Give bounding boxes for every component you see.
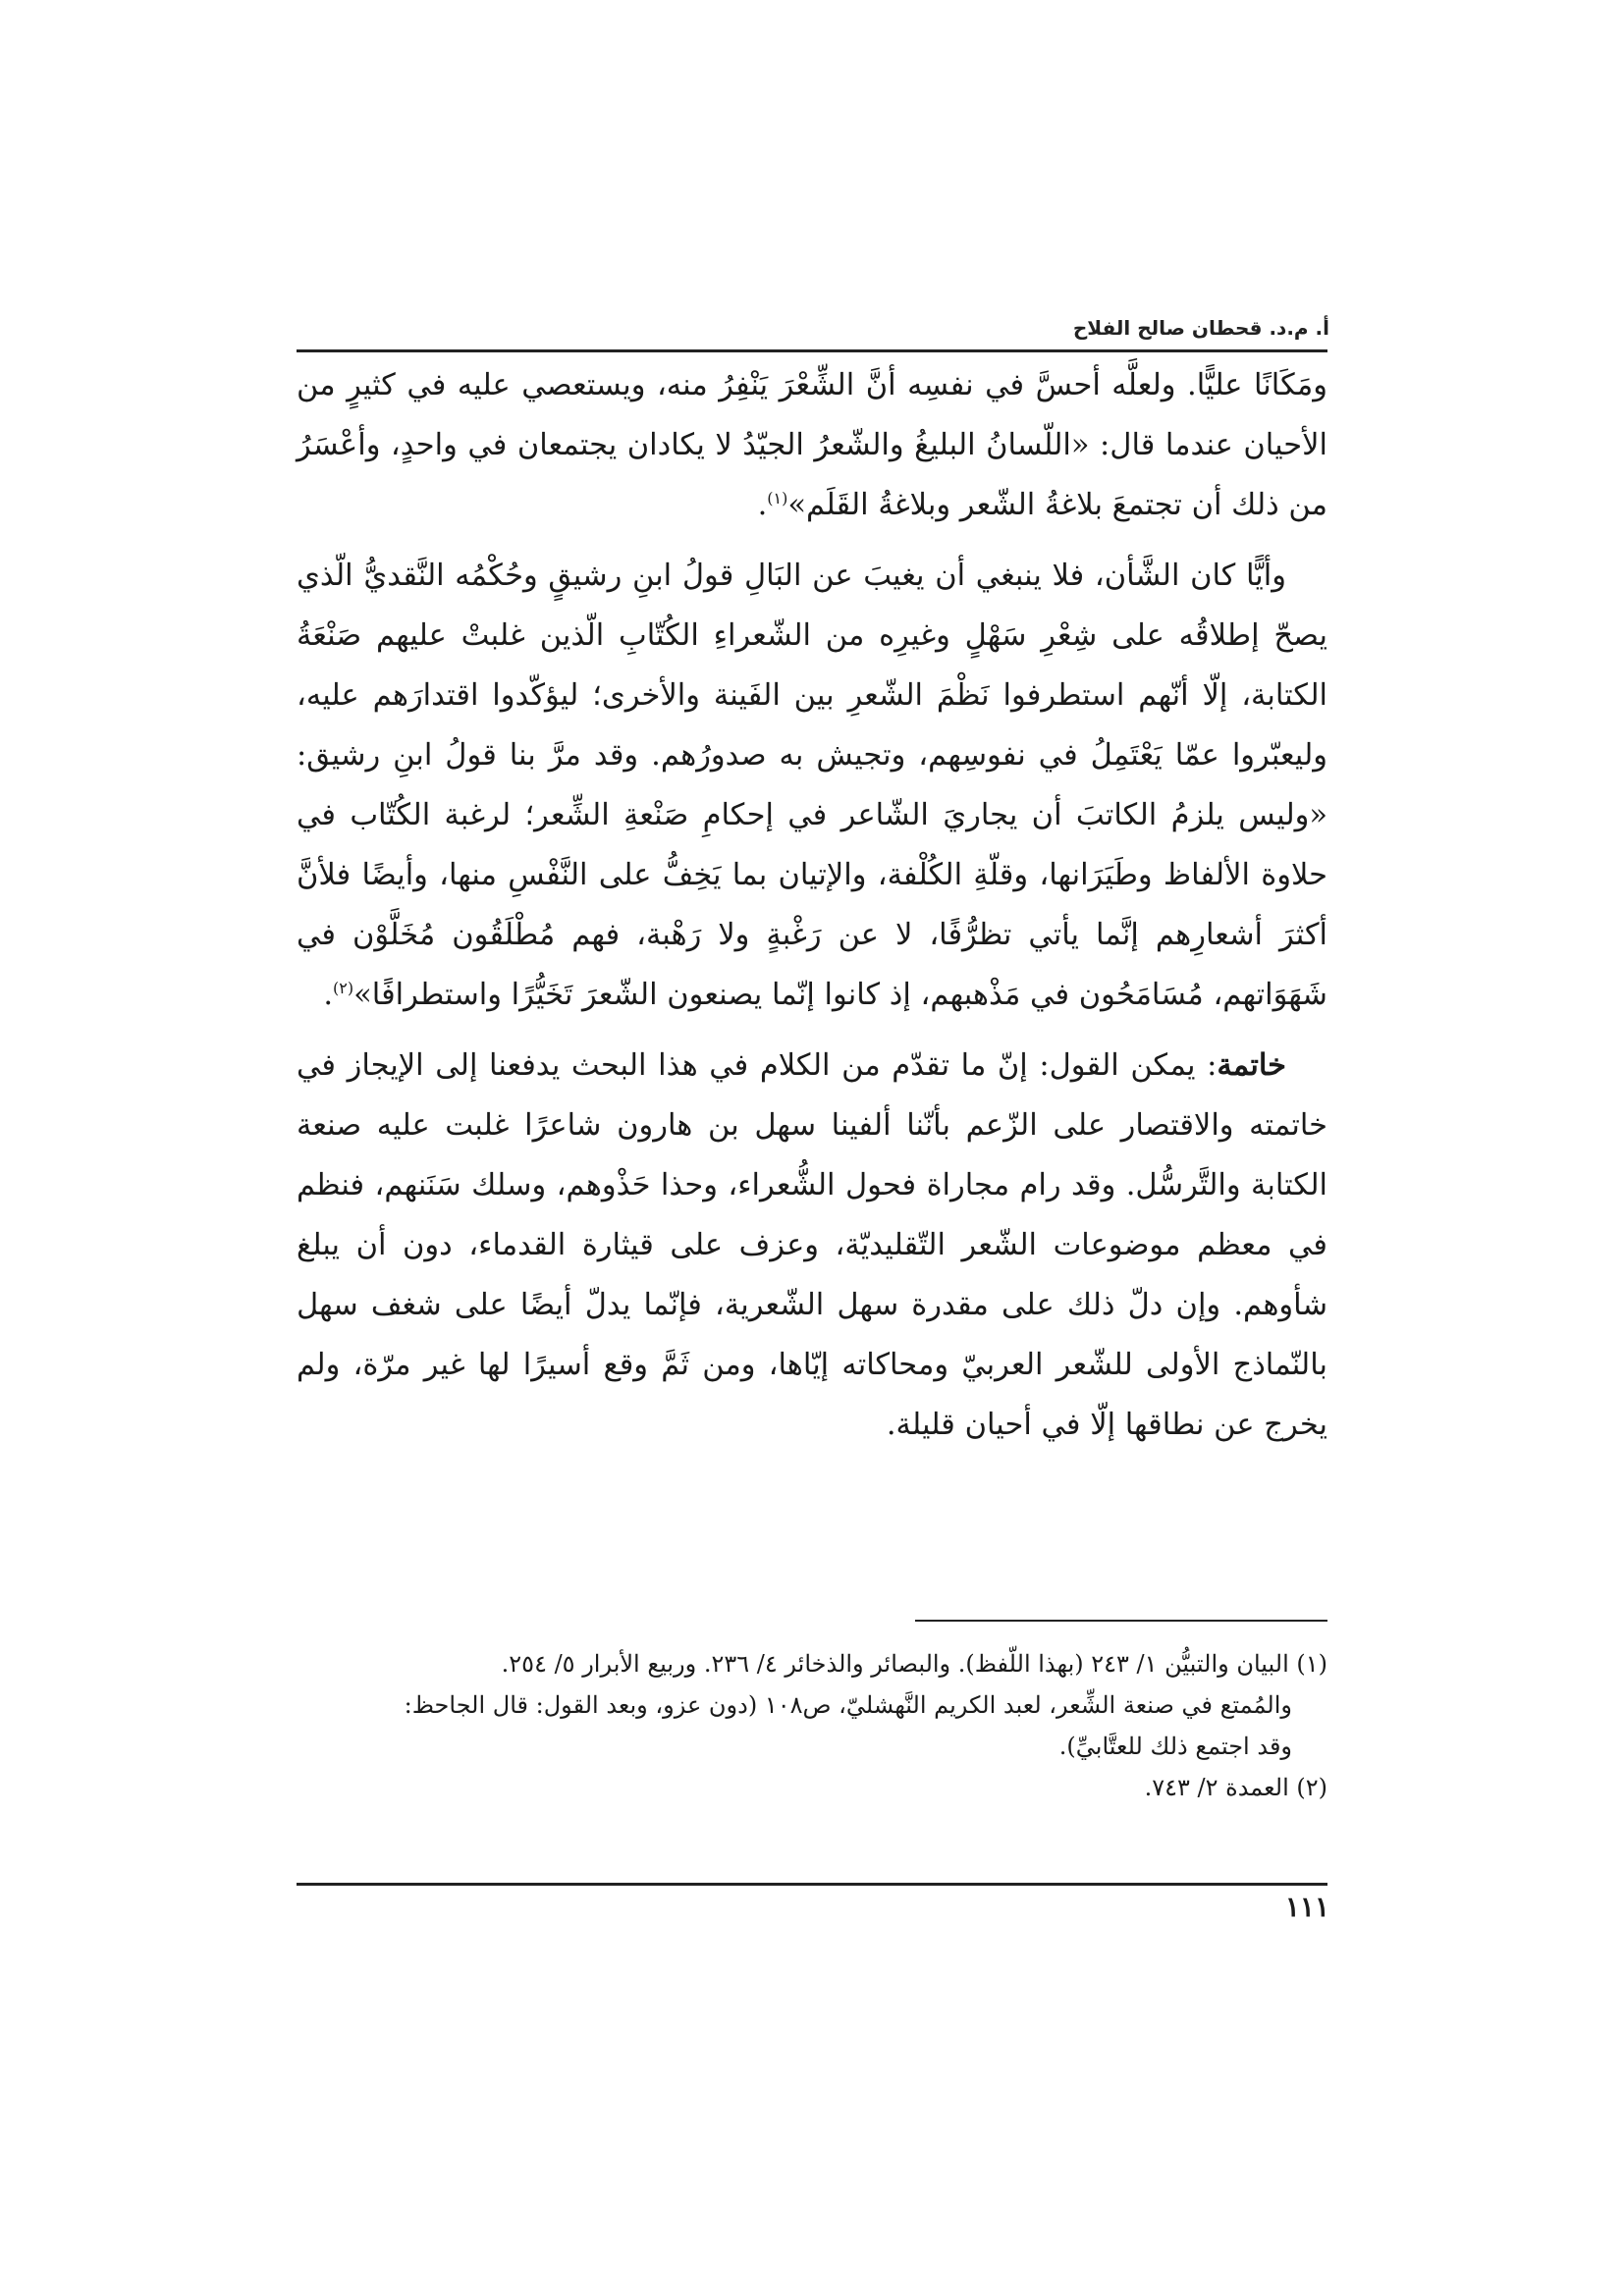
header-rule xyxy=(297,349,1327,352)
conclusion-label: خاتمة xyxy=(1217,1047,1286,1083)
footnote-1-line-2: والمُمتع في صنعة الشِّعر، لعبد الكريم النَّهشليّ، ص١٠٨ (دون عزو، وبعد القول: قال الجاحظ: xyxy=(404,1691,1292,1719)
paragraph-2-text: وأيًّا كان الشَّأن، فلا ينبغي أن يغيبَ عن البَالِ قولُ ابنِ رشيقٍ وحُكْمُه النَّقديُّ الّذي يصحّ إطلاقُه على شِعْرِ سَهْلٍ وغيرِه من الشّعراءِ الكُتّابِ الّذين غلبتْ عليهم صَنْعَةُ الكتابة، إلّا أنّهم استطرفوا نَظْمَ الشّعرِ بين الفَينة والأخرى؛ ليؤكّدوا اقتدارَهم عليه، وليعبّروا عمّا يَعْتَمِلُ في نفوسِهم، وتجيش به صدورُهم. وقد مرَّ بنا قولُ ابنِ رشيق: «وليس يلزمُ الكاتبَ أن يجاريَ الشّاعر في إحكامِ صَنْعةِ الشِّعر؛ لرغبة الكُتّاب في حلاوة الألفاظ وطَيَرَانها، وقلّةِ الكُلْفة، والإتيان بما يَخِفُّ على النَّفْسِ منها، وأيضًا فلأنَّ أكثرَ أشعارِهم إنَّما يأتي تظرُّفًا، لا عن رَغْبةٍ ولا رَهْبة، فهم مُطْلَقُون مُخَلَّوْن في شَهَوَاتهم، مُسَامَحُون في مَذْهبهم، إذ كانوا إنّما يصنعون الشّعرَ تَخَيُّرًا واستطرافًا» xyxy=(297,559,1327,1012)
paragraph-conclusion-text: : يمكن القول: إنّ ما تقدّم من الكلام في هذا البحث يدفعنا إلى الإيجاز في خاتمته والاقتصار على الزّعم بأنّنا ألفينا سهل بن هارون شاعرًا غلبت عليه صنعة الكتابة والتَّرسُّل. وقد رام مجاراة فحول الشُّعراء، وحذا حَذْوهم، وسلك سَنَنهم، فنظم في معظم موضوعات الشّعر التّقليديّة، وعزف على قيثارة القدماء، دون أن يبلغ شأوهم. وإن دلّ ذلك على مقدرة سهل الشّعرية، فإنّما يدلّ أيضًا على شغف سهل بالنّماذج الأولى للشّعر العربيّ ومحاكاته إيّاها، ومن ثَمَّ وقع أسيرًا لها غير مرّة، ولم يخرج عن نطاقها إلّا في أحيان قليلة. xyxy=(297,1048,1327,1442)
footnotes xyxy=(297,1643,1327,1808)
footnote-1-line-3: وقد اجتمع ذلك للعتَّابيِّ). xyxy=(1058,1733,1292,1760)
footnote-ref-1: (١) xyxy=(767,488,788,507)
paragraph-1 xyxy=(297,355,1327,535)
paragraph-2 xyxy=(297,546,1327,1025)
main-text xyxy=(297,355,1327,1466)
footnote-separator xyxy=(915,1620,1327,1622)
paragraph-1-end: . xyxy=(757,488,768,522)
footnote-ref-2: (٢) xyxy=(333,978,354,997)
paragraph-1-text: ومَكَانًا عليًّا. ولعلَّه أحسَّ في نفسِه أنَّ الشِّعْرَ يَنْفِرُ منه، ويستعصي عليه في كثيرٍ من الأحيان عندما قال: «اللّسانُ البليغُ والشّعرُ الجيّدُ لا يكادان يجتمعان في واحدٍ، وأعْسَرُ من ذلك أن تجتمعَ بلاغةُ الشّعر وبلاغةُ القَلَم» xyxy=(297,368,1327,522)
footnote-1-line-1: (١) البيان والتبيُّن ١/ ٢٤٣ (بهذا اللّفظ). والبصائر والذخائر ٤/ ٢٣٦. وربيع الأبرار ٥/ ٢٥٤. xyxy=(501,1650,1327,1678)
page-number: ١١١ xyxy=(1284,1891,1329,1923)
paragraph-2-end: . xyxy=(323,978,334,1012)
footer-rule xyxy=(297,1883,1327,1886)
paragraph-conclusion xyxy=(297,1036,1327,1455)
running-header-author: أ. م.د. قحطان صالح الفلاح xyxy=(1072,316,1329,340)
footnote-2: (٢) العمدة ٢/ ٧٤٣. xyxy=(1144,1774,1327,1801)
